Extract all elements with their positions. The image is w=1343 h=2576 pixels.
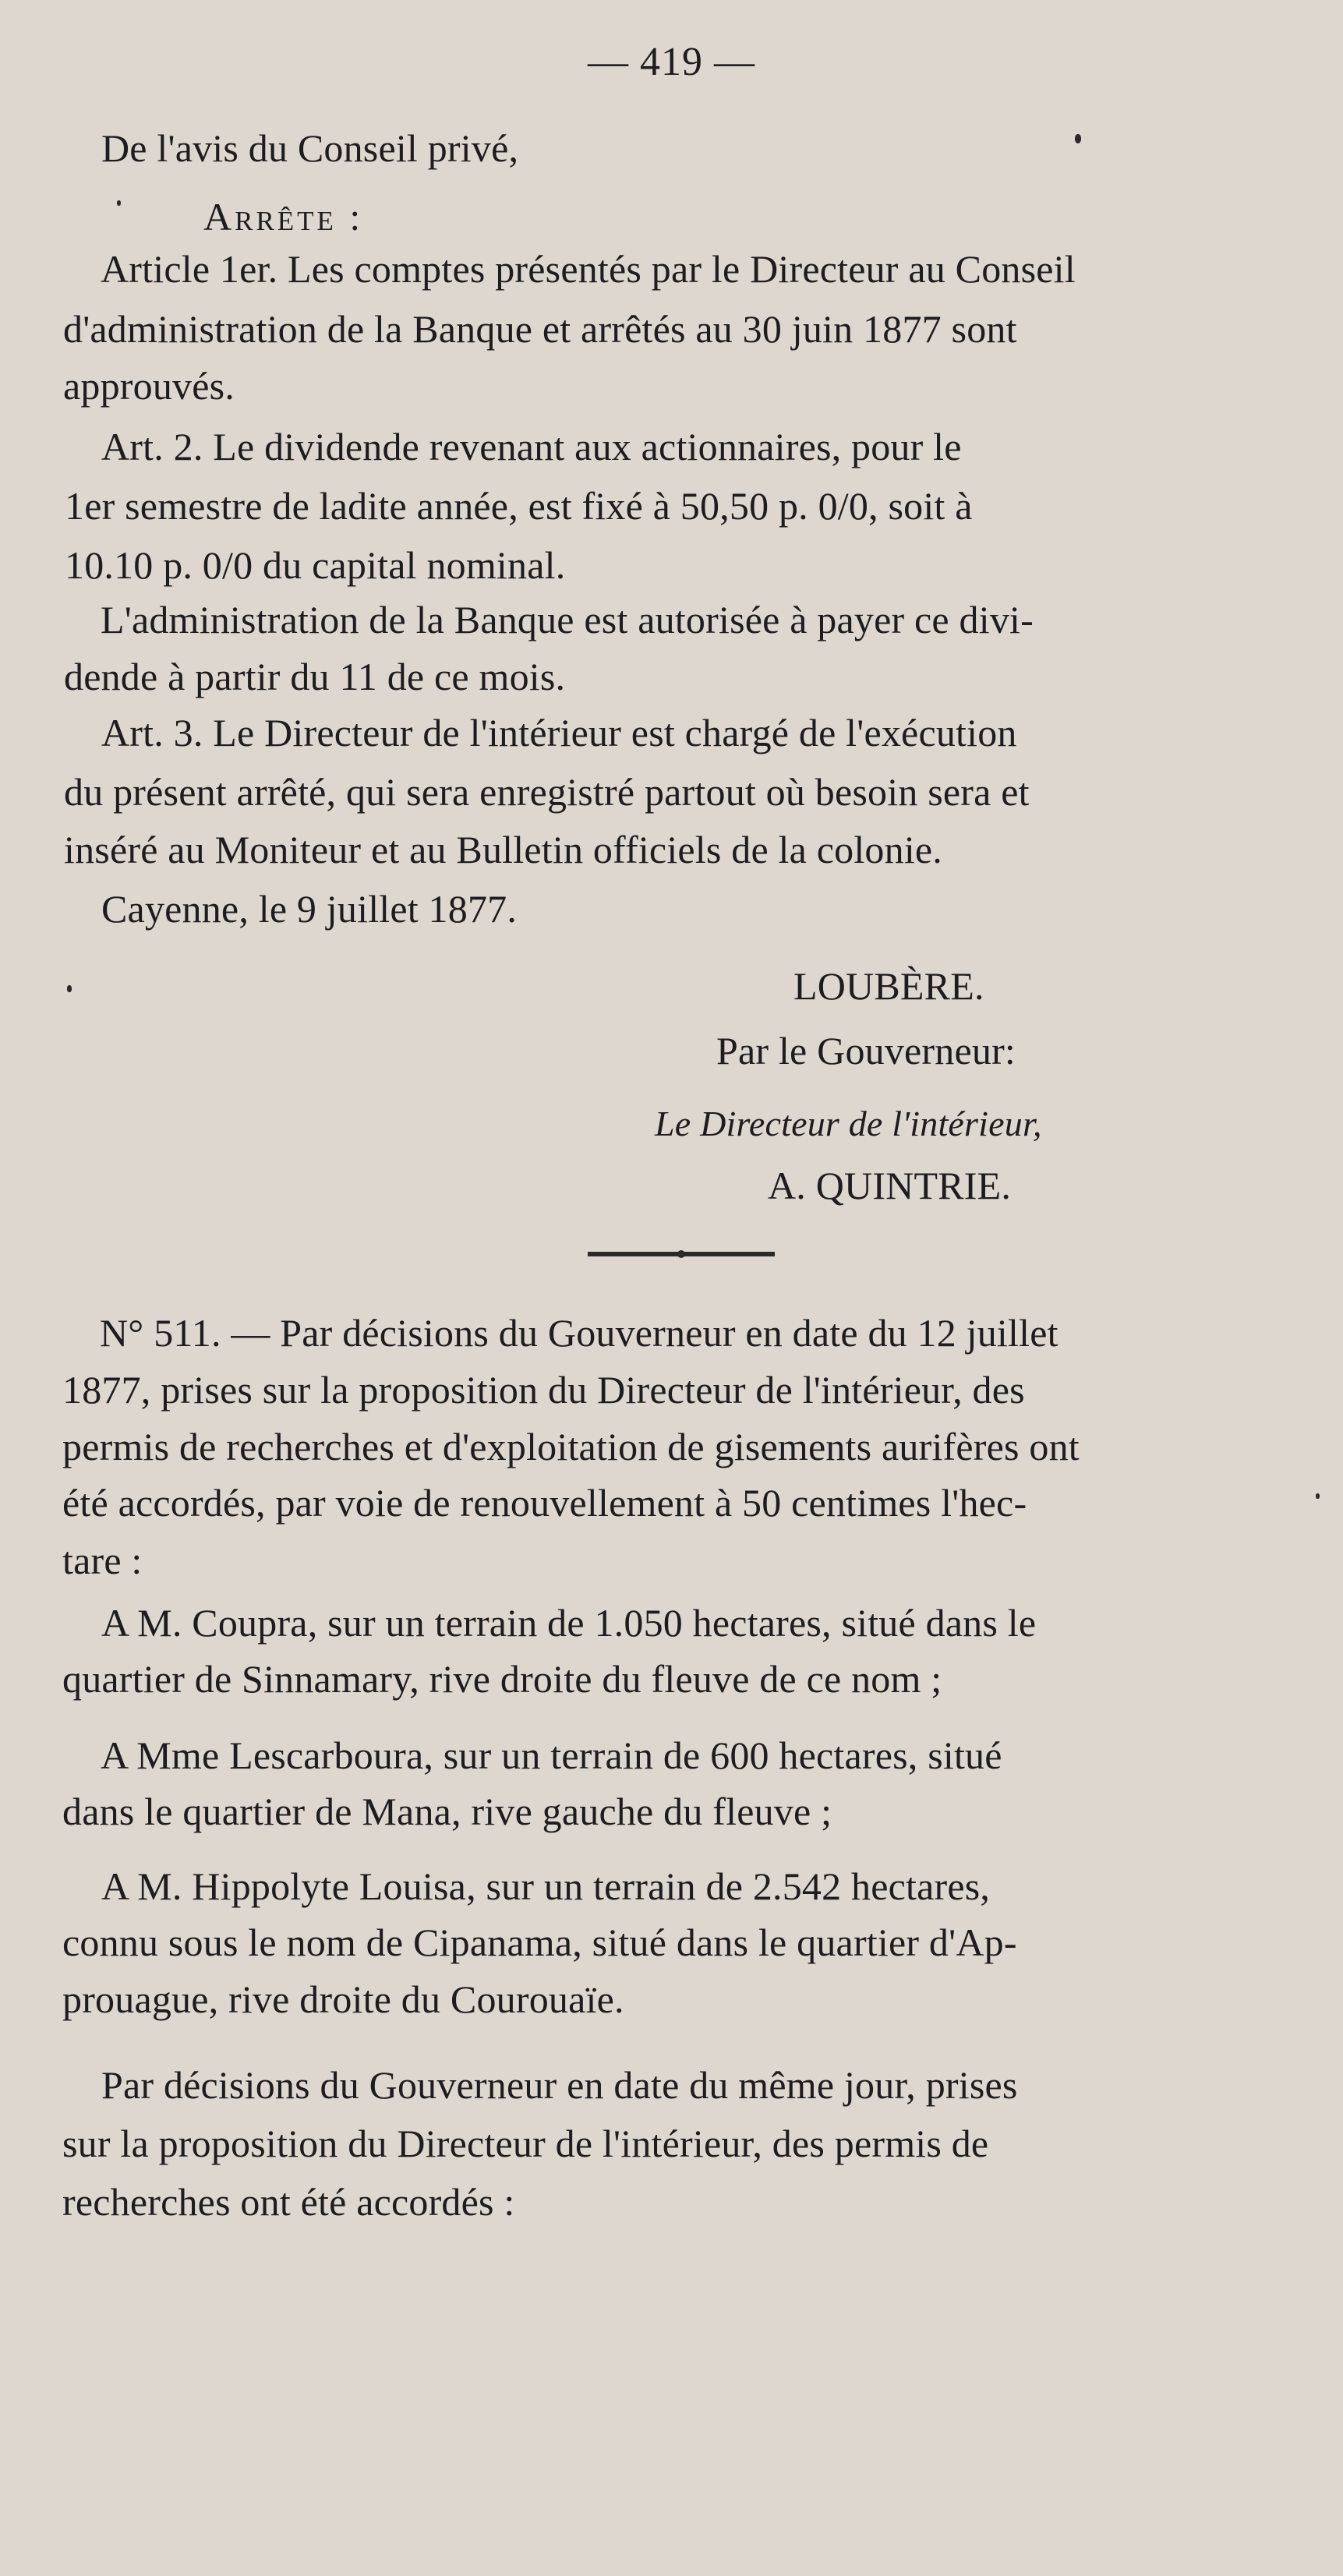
governor-signature: LOUBÈRE. — [793, 964, 984, 1008]
article-1-line-2: d'administration de la Banque et arrêtés au 30 juin 1877 sont — [63, 307, 1017, 351]
notice-511-line-2: 1877, prises sur la proposition du Directeur de l'intérieur, des — [62, 1368, 1025, 1412]
article-3-line-2: du présent arrêté, qui sera enregistré partout où besoin sera et — [64, 770, 1030, 814]
article-2-line-2: 1er semestre de ladite année, est fixé à 50,50 p. 0/0, soit à — [65, 484, 973, 528]
grant-louisa-line-3: prouague, rive droite du Courouaïe. — [62, 1977, 624, 2021]
by-the-governor-line: Par le Gouverneur: — [716, 1029, 1016, 1072]
article-2-line-1: Art. 2. Le dividende revenant aux actionnaires, pour le — [101, 425, 962, 468]
ink-speck — [117, 200, 121, 206]
decree-heading: Arrête : — [203, 195, 364, 239]
grant-coupra-line-1: A M. Coupra, sur un terrain de 1.050 hectares, situé dans le — [101, 1601, 1037, 1645]
section-separator — [588, 1252, 775, 1256]
grant-louisa-line-2: connu sous le nom de Cipanama, situé dans le quartier d'Ap- — [62, 1921, 1017, 1964]
ink-speck — [1075, 134, 1081, 143]
research-permits-line-1: Par décisions du Gouverneur en date du même jour, prises — [101, 2063, 1018, 2107]
research-permits-line-2: sur la proposition du Directeur de l'intérieur, des permis de — [62, 2122, 989, 2165]
article-3-line-3: inséré au Moniteur et au Bulletin officiels de la colonie. — [64, 828, 943, 871]
notice-511-line-1: N° 511. — Par décisions du Gouverneur en date du 12 juillet — [100, 1311, 1058, 1355]
director-title: Le Directeur de l'intérieur, — [655, 1104, 1042, 1143]
date-line: Cayenne, le 9 juillet 1877. — [101, 887, 518, 931]
article-3-line-1: Art. 3. Le Directeur de l'intérieur est chargé de l'exécution — [101, 711, 1017, 754]
page-number: — 419 — — [588, 40, 755, 84]
authorization-line-2: dende à partir du 11 de ce mois. — [64, 655, 566, 698]
grant-coupra-line-2: quartier de Sinnamary, rive droite du fleuve de ce nom ; — [62, 1657, 942, 1701]
ink-speck — [67, 985, 72, 992]
director-name: A. QUINTRIE. — [768, 1164, 1012, 1207]
notice-511-line-4: été accordés, par voie de renouvellement à 50 centimes l'hec- — [62, 1481, 1027, 1525]
article-1-line-1: Article 1er. Les comptes présentés par le Directeur au Conseil — [101, 247, 1076, 291]
article-2-line-3: 10.10 p. 0/0 du capital nominal. — [65, 543, 566, 587]
authorization-line-1: L'administration de la Banque est autorisée à payer ce divi- — [101, 598, 1034, 641]
privy-council-line: De l'avis du Conseil privé, — [101, 126, 519, 170]
grant-lescarboura-line-2: dans le quartier de Mana, rive gauche du fleuve ; — [62, 1790, 832, 1833]
research-permits-line-3: recherches ont été accordés : — [62, 2180, 515, 2224]
notice-511-line-5: tare : — [62, 1539, 143, 1582]
grant-louisa-line-1: A M. Hippolyte Louisa, sur un terrain de 2.542 hectares, — [101, 1864, 991, 1908]
ink-speck — [1316, 1493, 1320, 1499]
grant-lescarboura-line-1: A Mme Lescarboura, sur un terrain de 600 hectares, situé — [101, 1733, 1002, 1777]
notice-511-line-3: permis de recherches et d'exploitation de gisements aurifères ont — [62, 1425, 1080, 1468]
article-1-line-3: approuvés. — [63, 364, 235, 408]
